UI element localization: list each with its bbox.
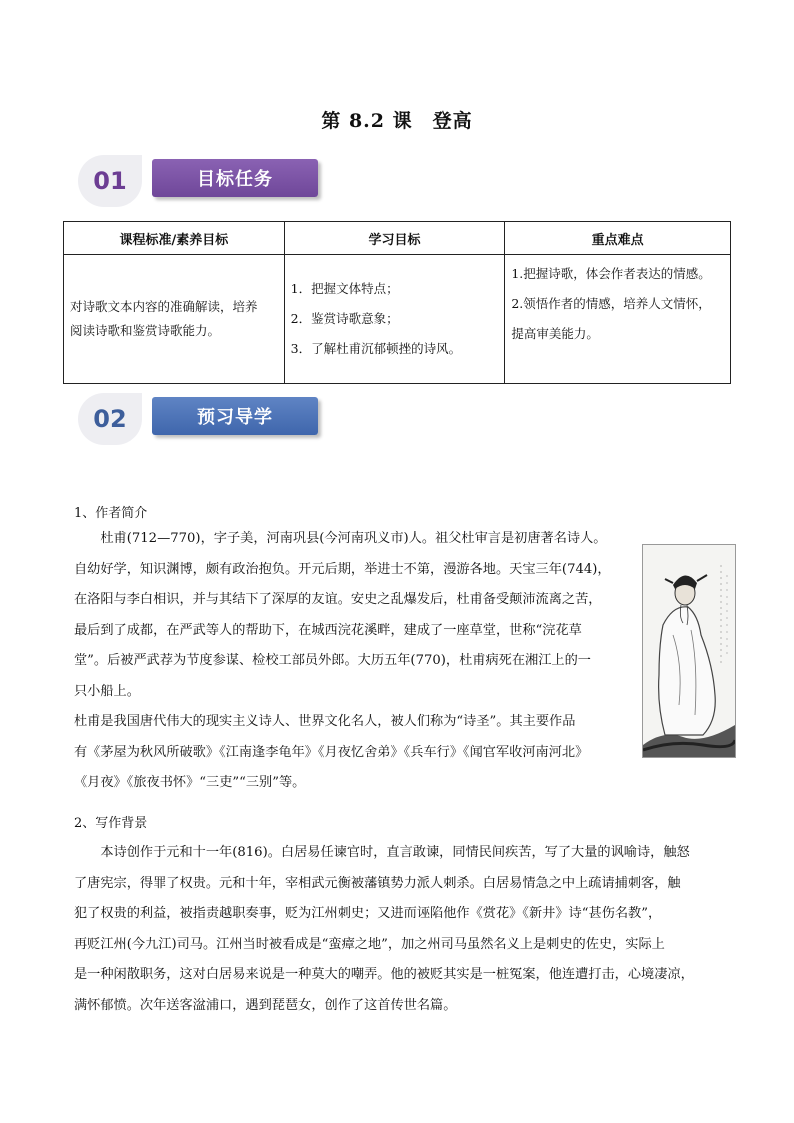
table-header-objectives: 学习目标 [284,222,505,255]
table-cell-standard: 对诗歌文本内容的准确解读，培养 阅读诗歌和鉴赏诗歌能力。 [64,255,285,384]
portrait-sketch [643,545,735,757]
section-header-goals [78,155,328,207]
table-header-keypoints: 重点难点 [505,222,731,255]
du-fu-portrait [642,544,736,758]
table-row [64,255,731,384]
table-header-row [64,222,731,255]
background-paragraph: 本诗创作于元和十一年(816)。白居易任谏官时，直言敢谏，同情民间疾苦，写了大量的讽喻诗，触怒 了唐宪宗，得罪了权贵。元和十年，宰相武元衡被藩镇势力派人刺杀。白居易情急之中上疏请捕刺客，触 犯了权贵的利益，被指责越职奏事，贬为江州刺史；又进而诬陷他作《赏花》《新井》诗“甚伤名教”， 再贬江州(今九江)司马。江州当时被看成是“蛮瘴之地”，加之州司马虽然名义上是刺史的佐史，实际上 是一种闲散职务，这对白居易来说是一种莫大的嘲弄。他的被贬其实是一桩冤案，他连遭打击，心境凄凉， 满怀郁愤。次年送客湓浦口，遇到琵琶女，创作了这首传世名篇。 [74,845,694,1013]
table-cell-objectives: 1．把握文体特点； 2．鉴赏诗歌意象； 3．了解杜甫沉郁顿挫的诗风。 [284,255,505,384]
section-label: 目标任务 [152,159,318,197]
section-header-preview [78,393,328,445]
author-heading: 1、作者简介 [74,506,148,521]
table-header-standard: 课程标准/素养目标 [64,222,285,255]
goals-table [63,221,731,384]
background-heading: 2、写作背景 [74,816,148,831]
table-cell-keypoints: 1.把握诗歌，体会作者表达的情感。 2.领悟作者的情感，培养人文情怀， 提高审美能力。 [505,255,731,384]
author-paragraph: 杜甫(712—770)，字子美，河南巩县(今河南巩义市)人。祖父杜审言是初唐著名诗人。 自幼好学，知识渊博，颇有政治抱负。开元后期，举进士不第，漫游各地。天宝三年(744)， 在洛阳与李白相识，并与其结下了深厚的友谊。安史之乱爆发后，杜甫备受颠沛流离之苦， 最后到了成都，在严武等人的帮助下，在城西浣花溪畔，建成了一座草堂，世称“浣花草 堂”。后被严武荐为节度参谋、检校工部员外郎。大历五年(770)，杜甫病死在湘江上的一 只小船上。 杜甫是我国唐代伟大的现实主义诗人、世界文化名人，被人们称为“诗圣”。其主要作品 有《茅屋为秋风所破歌》《江南逢李龟年》《月夜忆舍弟》《兵车行》《闻官军收河南河北》 《月夜》《旅夜书怀》“三吏”“三别”等。 [74,531,611,790]
page-title: 第 8.2 课 登高 [321,110,473,132]
section-number: 01 [78,155,142,207]
section-label: 预习导学 [152,397,318,435]
section-number: 02 [78,393,142,445]
